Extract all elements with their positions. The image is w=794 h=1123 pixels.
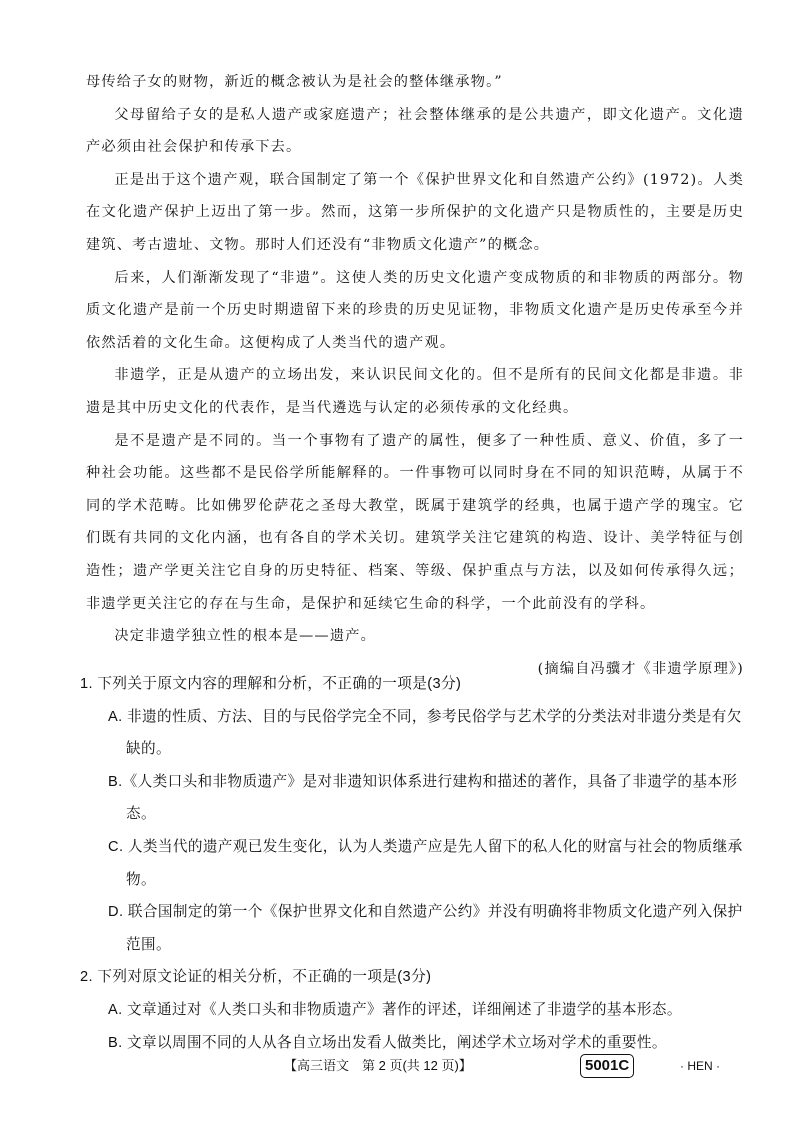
question-stem: 1. 下列关于原文内容的理解和分析，不正确的一项是(3分) [80,676,462,692]
page-footer [0,1052,794,1080]
question-stem: 2. 下列对原文论证的相关分析，不正确的一项是(3分) [80,969,432,986]
question-1 [80,668,744,961]
passage-source: (摘编自冯骥才《非遗学原理》) [537,660,744,677]
passage-paragraph: 父母留给子女的是私人遗产或家庭遗产；社会整体继承的是公共遗产，即文化遗产。文化遗产必须由社会保护和传承下去。 [86,106,744,156]
option-a: A. 非遗的性质、方法、目的与民俗学完全不同，参考民俗学与艺术学的分类法对非遗分类是有欠缺的。 [108,708,742,758]
option-c: C. 人类当代的遗产观已发生变化，认为人类遗产应是先人留下的私人化的财富与社会的物质继承物。 [108,838,743,888]
question-list [80,668,744,1059]
passage-paragraph: 正是出于这个遗产观，联合国制定了第一个《保护世界文化和自然遗产公约》(1972)。人类在文化遗产保护上迈出了第一步。然而，这第一步所保护的文化遗产只是物质性的，主要是历史建筑、考古遗址、文物。那时人们还没有“非物质文化遗产”的概念。 [86,171,744,253]
page-label: 【高三语文 第 2 页(共 12 页)】 [284,1058,472,1073]
passage-paragraph: 非遗学，正是从遗产的立场出发，来认识民间文化的。但不是所有的民间文化都是非遗。非遗是其中历史文化的代表作，是当代遴选与认定的必须传承的文化经典。 [86,367,744,416]
passage-paragraph: 后来，人们渐渐发现了“非遗”。这使人类的历史文化遗产变成物质的和非物质的两部分。物质文化遗产是前一个历史时期遗留下来的珍贵的历史见证物，非物质文化遗产是历史传承至今并依然活着的文化生命。这便构成了人类当代的遗产观。 [86,269,744,351]
passage-paragraph: 是不是遗产是不同的。当一个事物有了遗产的属性，便多了一种性质、意义、价值，多了一种社会功能。这些都不是民俗学所能解释的。一件事物可以同时身在不同的知识范畴，从属于不同的学术范畴。比如佛罗伦萨花之圣母大教堂，既属于建筑学的经典，也属于遗产学的瑰宝。它们既有共同的文化内涵，也有各自的学术关切。建筑学关注它建筑的构造、设计、美学特征与创造性；遗产学更关注它自身的历史特征、档案、等级、保护重点与方法，以及如何传承得久远；非遗学更关注它的存在与生命，是保护和延续它生命的科学，一个此前没有的学科。 [86,432,744,612]
question-2 [80,961,744,1059]
option-b: B.《人类口头和非物质遗产》是对非遗知识体系进行建构和描述的著作，具备了非遗学的基本形态。 [108,773,738,823]
region-tag: · HEN · [680,1059,720,1073]
option-a: A. 文章通过对《人类口头和非物质遗产》著作的评述，详细阐述了非遗学的基本形态。 [108,1001,682,1018]
option-b: B. 文章以周围不同的人从各自立场出发看人做类比，阐述学术立场对学术的重要性。 [108,1034,667,1051]
option-d: D. 联合国制定的第一个《保护世界文化和自然遗产公约》并没有明确将非物质文化遗产列入保护范围。 [108,904,743,953]
passage-paragraph: 决定非遗学独立性的根本是——遗产。 [114,628,376,645]
reading-passage [86,66,744,685]
passage-paragraph: 母传给子女的财物，新近的概念被认为是社会的整体继承物。” [86,74,503,90]
paper-code: 5001C [580,1054,634,1078]
